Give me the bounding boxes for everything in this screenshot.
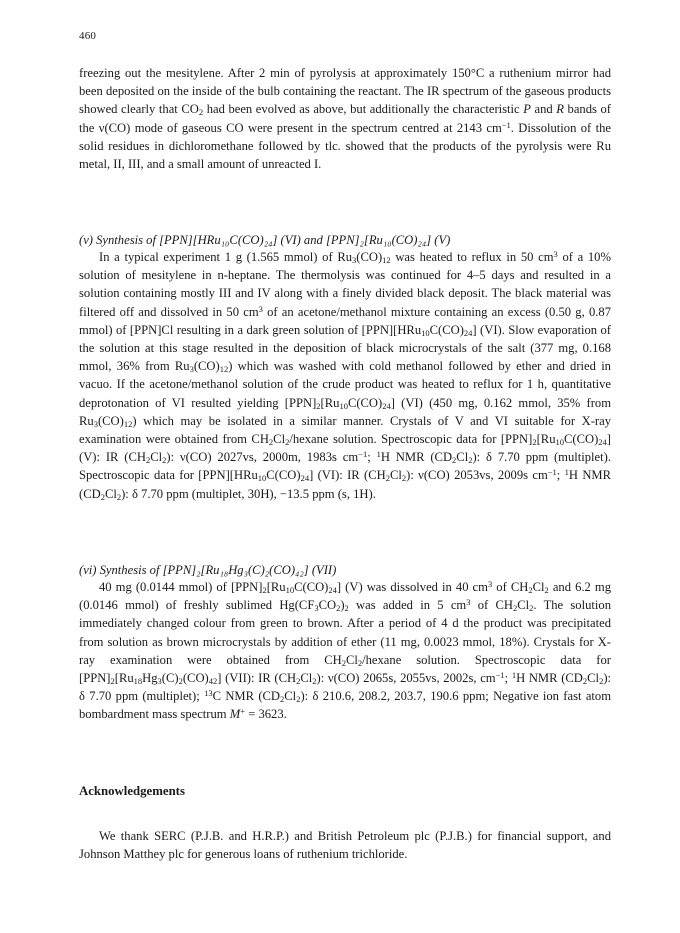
- section-vi-body: 40 mg (0.0144 mmol) of $[PPN]_2[Ru_{10}C(CO)_{24}]$ (V) was dissolved in 40 $cm^3$ of $CH_2Cl_2$ and 6.2 mg (0.0146 mmol) of freshly sublimed $Hg(CF_3CO_2)_2$ was added in 5 $cm^3$ of $CH_2Cl_2$. The solution immediately changed colour from green to brown. After a period of 4 d the product was precipitated from solution as brown microcrystals by addition of ether (11 mg, 0.0023 mmol, 18%). Crystals for X-ray examination were obtained from $CH_2Cl_2$/hexane solution. Spectroscopic data for $[PPN]_2[Ru_{18}Hg_3(C)_2(CO)_{42}]$ (VII): IR $(CH_2Cl_2)$: ν(CO) 2065s, 2055vs, 2002s, $cm^{-1}$; $^1$H NMR $(CD_2Cl_2)$: δ 7.70 ppm (multiplet); $^{13}$C NMR $(CD_2Cl_2)$: δ 210.6, 208.2, 203.7, 190.6 ppm; Negative ion fast atom bombardment mass spectrum M+ = 3623.: [79, 579, 612, 722]
- page-number: 460: [79, 30, 97, 42]
- section-v-heading: (v) Synthesis of [PPN][HRu₁₀C(CO)₂₄] (VI) and [PPN]₂[Ru₁₀(CO)₂₄] (V): [79, 233, 451, 247]
- acknowledgements-text: We thank SERC (P.J.B. and H.R.P.) and British Petroleum plc (P.J.B.) for financial support, and Johnson Matthey plc for generous loans of ruthenium trichloride.: [79, 829, 611, 862]
- paragraph-pyrolysis: freezing out the mesitylene. After 2 min of pyrolysis at approximately 150°C a ruthenium mirror had been deposited on the inside of the bulb containing the reactant. The IR spectrum of the gaseous products showed clearly that $CO_2$ had been evolved as above, but additionally the characteristic P and R bands of the ν(CO) mode of gaseous CO were present in the spectrum centred at 2143 $cm^{-1}$. Dissolution of the solid residues in dichloromethane followed by tlc. showed that the products of the pyrolysis were Ru metal, II, III, and a small amount of unreacted I.: [79, 66, 612, 172]
- section-vi-heading: (vi) Synthesis of [PPN]₂[Ru₁₈Hg₃(C)₂(CO)₄₂] (VII): [79, 563, 337, 577]
- section-v-body: In a typical experiment 1 g (1.565 mmol) of $Ru_3(CO)_{12}$ was heated to reflux in 50 $cm^3$ of a 10% solution of mesitylene in n-heptane. The thermolysis was continued for 4–5 days and resulted in a solution containing mostly III and IV along with a finely divided black deposit. The black material was filtered off and dissolved in 50 $cm^3$ of an acetone/methanol mixture containing an excess (0.50 g, 0.87 mmol) of [PPN]Cl resulting in a dark green solution of $[PPN][HRu_{10}C(CO)_{24}]$ (VI). Slow evaporation of the solution at this stage resulted in the deposition of black microcrystals of the salt (377 mg, 0.168 mmol, 36% from $Ru_3(CO)_{12}$) which was washed with cold methanol followed by ether and dried in vacuo. If the acetone/methanol solution of the crude product was heated to reflux for 1 h, quantitative deprotonation of VI resulted yielding $[PPN]_2[Ru_{10}C(CO)_{24}]$ (VI) (450 mg, 0.162 mmol, 35% from $Ru_3(CO)_{12}$) which may be isolated in a similar manner. Crystals of V and VI suitable for X-ray examination were obtained from $CH_2Cl_2$/hexane solution. Spectroscopic data for $[PPN]_2[Ru_{10}C(CO)_{24}](V)$: IR $(CH_2Cl_2)$: ν(CO) 2027vs, 2000m, 1983s $cm^{-1}$; $^1$H NMR $(CD_2Cl_2)$: δ 7.70 ppm (multiplet). Spectroscopic data for $[PPN][HRu_{10}C(CO)_{24}]$ (VI): IR $(CH_2Cl_2)$: ν(CO) 2053vs, 2009s $cm^{-1}$; $^1$H NMR $(CD_2Cl_2)$: δ 7.70 ppm (multiplet, 30H), −13.5 ppm (s, 1H).: [79, 249, 612, 502]
- acknowledgements-heading: Acknowledgements: [79, 784, 185, 798]
